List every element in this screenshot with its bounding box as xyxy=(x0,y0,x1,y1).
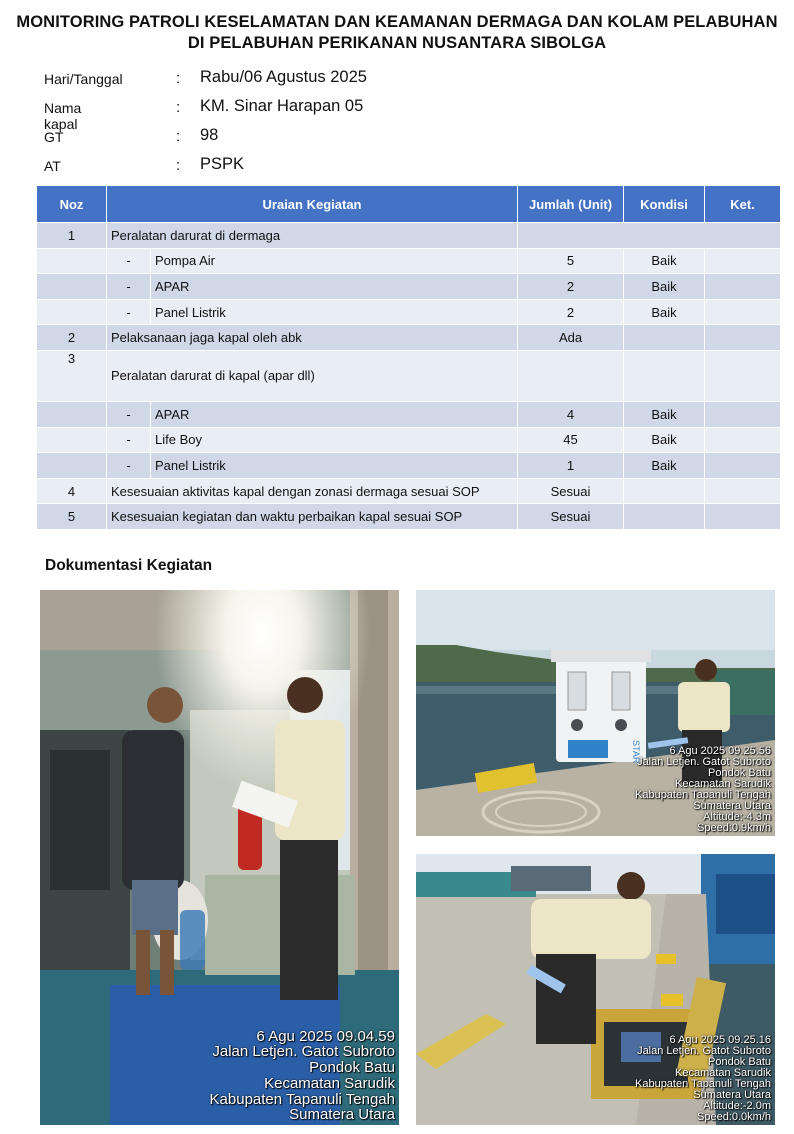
stamp-line: Pondok Batu xyxy=(708,1056,771,1068)
documentation-title: Dokumentasi Kegiatan xyxy=(45,557,213,574)
stamp-line: Jalan Letjen. Gatot Subroto xyxy=(637,756,771,768)
cell-no xyxy=(37,453,107,479)
info-colon: : xyxy=(176,70,181,87)
cell-no xyxy=(37,274,107,300)
table-row xyxy=(37,478,781,504)
cell-jumlah xyxy=(518,350,624,401)
cell-kondisi: Baik xyxy=(624,453,705,479)
cell-jumlah: 2 xyxy=(518,299,624,325)
cell-ket xyxy=(705,504,781,530)
cell-dash: - xyxy=(107,248,151,274)
cell-no: 2 xyxy=(37,325,107,351)
cell-kondisi: Baik xyxy=(624,427,705,453)
cell-jumlah: 1 xyxy=(518,453,624,479)
header-jumlah: Jumlah (Unit) xyxy=(518,186,624,223)
cell-dash: - xyxy=(107,453,151,479)
stamp-line: Speed:0.9km/h xyxy=(697,822,771,834)
cell-item: APAR xyxy=(151,401,518,427)
info-value: Rabu/06 Agustus 2025 xyxy=(200,68,367,86)
header-no: Noz xyxy=(37,186,107,223)
cell-desc: Pelaksanaan jaga kapal oleh abk xyxy=(107,325,518,351)
cell-kondisi: Baik xyxy=(624,248,705,274)
cell-no xyxy=(37,299,107,325)
stamp-line: Kabupaten Tapanuli Tengah xyxy=(635,789,771,801)
cell-empty xyxy=(518,223,781,249)
cell-no: 5 xyxy=(37,504,107,530)
stamp-line: Jalan Letjen. Gatot Subroto xyxy=(637,1045,771,1057)
header-uraian: Uraian Kegiatan xyxy=(107,186,518,223)
cell-kondisi: Baik xyxy=(624,274,705,300)
cell-no: 1 xyxy=(37,223,107,249)
cell-item: Panel Listrik xyxy=(151,299,518,325)
cell-item: Pompa Air xyxy=(151,248,518,274)
cell-dash: - xyxy=(107,299,151,325)
info-label: Hari/Tanggal xyxy=(44,71,123,87)
cell-kondisi xyxy=(624,350,705,401)
cell-item: Life Boy xyxy=(151,427,518,453)
stamp-line: Altitude:-4.3m xyxy=(703,811,771,823)
stamp-line: Pondok Batu xyxy=(309,1059,395,1076)
photo-onboard-inspection xyxy=(40,590,399,1125)
stamp-line: Kecamatan Sarudik xyxy=(264,1074,395,1092)
cell-jumlah: Sesuai xyxy=(518,504,624,530)
stamp-line: Kabupaten Tapanuli Tengah xyxy=(635,1078,771,1090)
title-line-2: DI PELABUHAN PERIKANAN NUSANTARA SIBOLGA xyxy=(187,34,607,52)
info-label: GT xyxy=(44,129,64,145)
photo-timestamp-stamp xyxy=(635,1035,771,1123)
info-value: PSPK xyxy=(200,155,245,173)
info-label: Nama kapal xyxy=(44,100,82,132)
stamp-line: Sumatera Utara xyxy=(289,1106,395,1124)
title-line-1: MONITORING PATROLI KESELAMATAN DAN KEAMANAN DERMAGA DAN KOLAM PELABUHAN xyxy=(16,13,778,31)
activity-table xyxy=(36,185,781,530)
photo-timestamp-stamp xyxy=(635,746,771,834)
cell-no xyxy=(37,401,107,427)
cell-kondisi xyxy=(624,478,705,504)
stamp-line: Kecamatan Sarudik xyxy=(675,778,771,790)
table-row xyxy=(37,248,781,274)
table-row xyxy=(37,427,781,453)
table-row xyxy=(37,350,781,401)
stamp-line: Kecamatan Sarudik xyxy=(675,1067,771,1079)
cell-kondisi xyxy=(624,325,705,351)
table-row xyxy=(37,453,781,479)
cell-desc: Kesesuaian aktivitas kapal dengan zonasi dermaga sesuai SOP xyxy=(107,478,518,504)
panel-brand-text: STAR xyxy=(631,740,641,764)
photo-timestamp-stamp xyxy=(210,1029,395,1124)
stamp-line: 6 Agu 2025 09.04.59 xyxy=(256,1027,395,1045)
cell-dash: - xyxy=(107,401,151,427)
document-title xyxy=(0,12,794,54)
cell-ket xyxy=(705,453,781,479)
info-value: 98 xyxy=(200,126,219,144)
photo-dock-meter-box xyxy=(416,854,775,1125)
header-kondisi: Kondisi xyxy=(624,186,705,223)
cell-ket xyxy=(705,478,781,504)
stamp-line: Speed:0.0km/h xyxy=(697,1111,771,1123)
cell-desc: Peralatan darurat di kapal (apar dll) xyxy=(107,350,518,401)
cell-jumlah: Ada xyxy=(518,325,624,351)
cell-desc: Kesesuaian kegiatan dan waktu perbaikan kapal sesuai SOP xyxy=(107,504,518,530)
info-value: KM. Sinar Harapan 05 xyxy=(200,97,364,115)
info-colon: : xyxy=(176,128,181,145)
cell-item: APAR xyxy=(151,274,518,300)
table-row xyxy=(37,299,781,325)
cell-ket xyxy=(705,325,781,351)
cell-jumlah: 4 xyxy=(518,401,624,427)
cell-ket xyxy=(705,299,781,325)
table-row xyxy=(37,223,781,249)
cell-item: Panel Listrik xyxy=(151,453,518,479)
cell-kondisi: Baik xyxy=(624,401,705,427)
table-row xyxy=(37,325,781,351)
cell-jumlah: 45 xyxy=(518,427,624,453)
table-header-row xyxy=(37,186,781,223)
cell-no xyxy=(37,427,107,453)
cell-jumlah: 2 xyxy=(518,274,624,300)
cell-jumlah: Sesuai xyxy=(518,478,624,504)
table-row xyxy=(37,274,781,300)
stamp-line: Jalan Letjen. Gatot Subroto xyxy=(212,1043,395,1061)
cell-kondisi xyxy=(624,504,705,530)
photo-dock-power-panel xyxy=(416,590,775,836)
cell-desc: Peralatan darurat di dermaga xyxy=(107,223,518,249)
header-ket: Ket. xyxy=(705,186,781,223)
cell-ket xyxy=(705,401,781,427)
cell-dash: - xyxy=(107,427,151,453)
cell-ket xyxy=(705,248,781,274)
cell-no xyxy=(37,248,107,274)
cell-ket xyxy=(705,274,781,300)
cell-ket xyxy=(705,350,781,401)
stamp-line: Sumatera Utara xyxy=(693,1089,771,1101)
stamp-line: 6 Agu 2025 09.25.56 xyxy=(669,745,771,757)
cell-dash: - xyxy=(107,274,151,300)
table-row xyxy=(37,401,781,427)
stamp-line: Kabupaten Tapanuli Tengah xyxy=(209,1090,395,1108)
table-row xyxy=(37,504,781,530)
info-colon: : xyxy=(176,99,181,116)
cell-no: 4 xyxy=(37,478,107,504)
stamp-line: Pondok Batu xyxy=(708,767,771,779)
cell-kondisi: Baik xyxy=(624,299,705,325)
cell-ket xyxy=(705,427,781,453)
stamp-line: Sumatera Utara xyxy=(693,800,771,812)
cell-no: 3 xyxy=(37,350,107,401)
stamp-line: Altitude:-2.0m xyxy=(703,1100,771,1112)
cell-jumlah: 5 xyxy=(518,248,624,274)
stamp-line: 6 Agu 2025 09.25.16 xyxy=(669,1034,771,1046)
info-colon: : xyxy=(176,157,181,174)
info-label: AT xyxy=(44,158,61,174)
